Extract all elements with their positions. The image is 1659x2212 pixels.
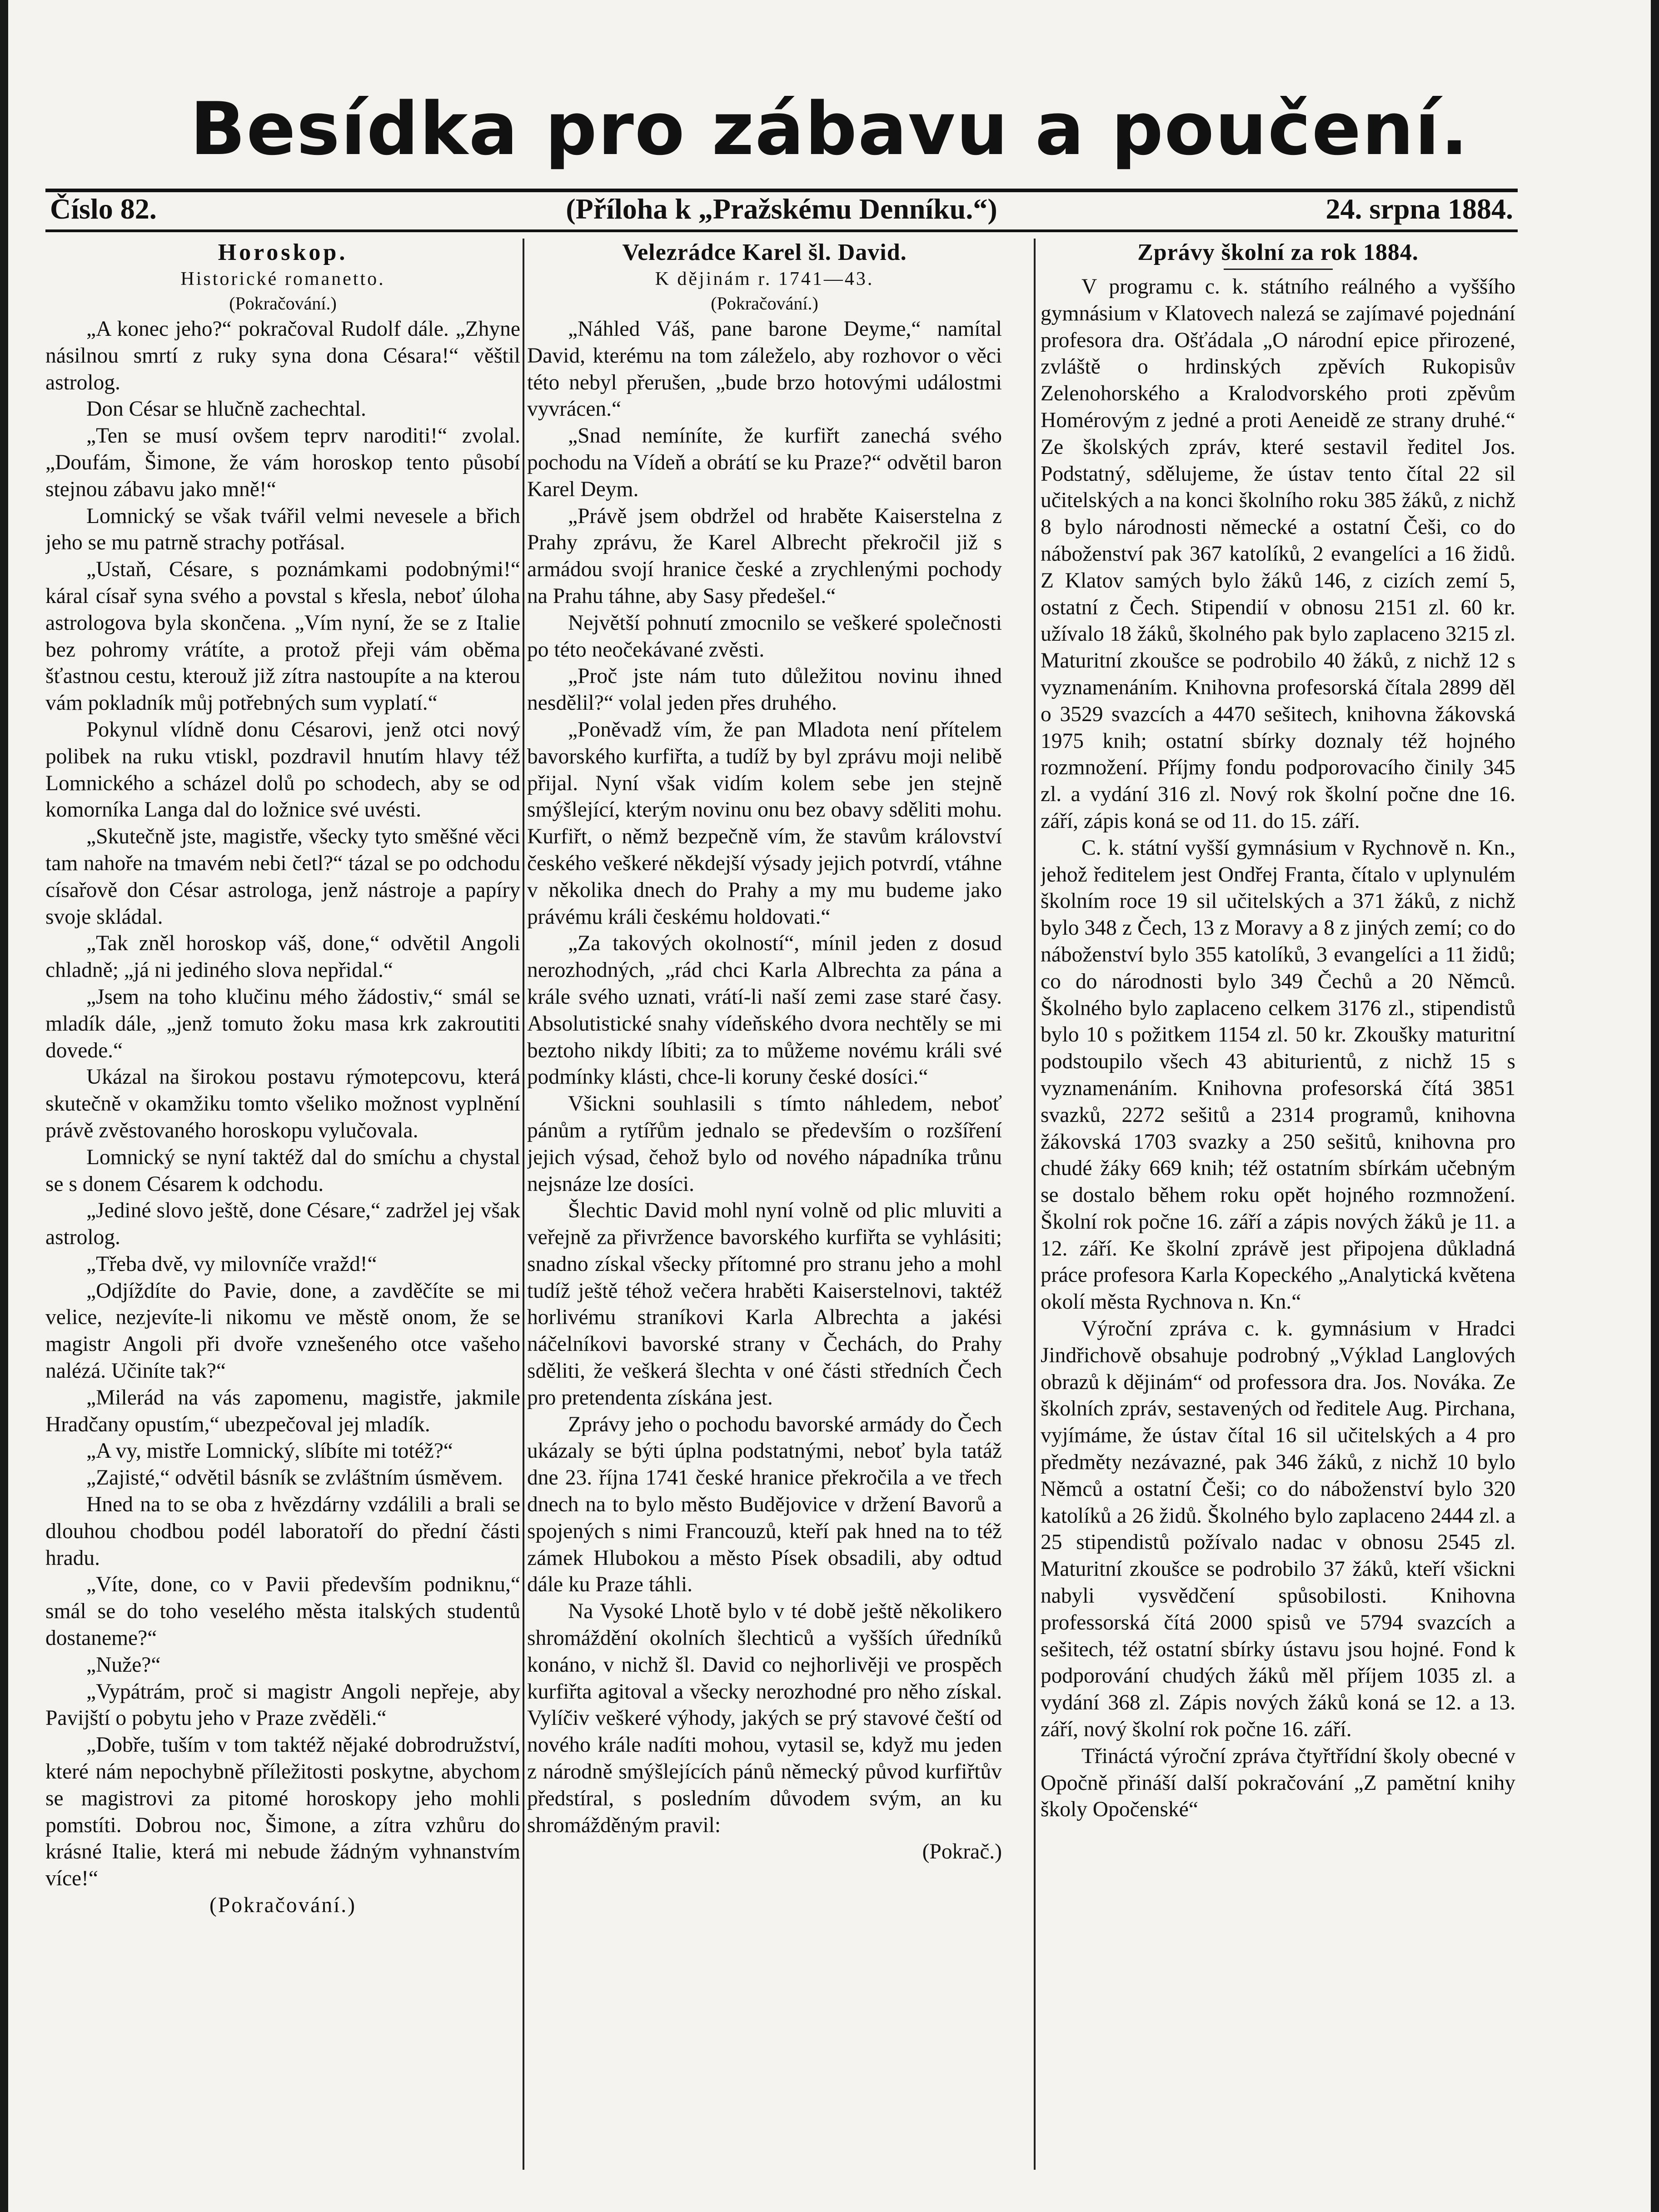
header-rule-bottom [45,229,1518,232]
continued-label: (Pokračování.) [711,293,818,314]
paragraph: „Právě jsem obdržel od hraběte Kaiserstelna z Prahy zprávu, že Karel Albrecht překročil již s armádou svojí hranice české a zrychlenými pochody na Prahu táhne, aby Sasy předešel.“ [527,504,1002,608]
paragraph: „Víte, done, co v Pavii především podniknu,“ smál se do toho veselého města italských studentů dostaneme?“ [45,1573,520,1650]
paragraph: Šlechtic David mohl nyní volně od plic mluviti a veřejně za přivržence bavorského kurfiřta se vyhlásiti; snadno získal všecky přítomné pro stranu jeho a mohl tudíž ještě téhož večera hraběti Kaiserstelnovi, taktéž horlivému straníkovi Karla Albrechta a jakési náčelníkovi bavorské strany v Čechách, do Prahy sděliti, že veškerá šlechta v oné části středních Čech pro pretendenta získána jest. [527,1199,1002,1410]
paragraph: „Ten se musí ovšem teprv naroditi!“ zvolal. „Doufám, Šimone, že vám horoskop tento působí stejnou zábavu jako mně!“ [45,424,520,501]
continued-label: (Pokračování.) [229,293,337,314]
paragraph: „Za takových okolností“, mínil jeden z dosud nerozhodných, „rád chci Karla Albrechta za pána a krále svého uznati, vrátí-li naší zemi zase staré časy. Absolutistické snahy vídeňského dvora nechtěly se mi beztoho nikdy líbiti; za to můžeme novému králi své podmínky klásti, chce-li koruny české dosíci.“ [527,932,1002,1089]
column-velezradce [527,239,1002,2170]
article-subtitle: K dějinám r. 1741—43. [655,269,874,289]
paragraph: Ukázal na širokou postavu rýmotepcovu, která skutečně v okamžiku tomto všeliko možnost vyplnění právě zvěstovaného horoskopu vylučovala. [45,1065,520,1142]
paragraph: Výroční zpráva c. k. gymnásium v Hradci Jindřichově obsahuje podrobný „Výklad Langlových obrazů k dějinám“ od professora dra. Jos. Nováka. Ze školních zpráv, sestavených od ředitele Aug. Pirchana, vyjímáme, že ústav čítal 16 sil učitelských a 4 pro předměty nezávazné, pak 346 žáků, z nichž 10 bylo Němců a ostatní Češi; co do náboženství bylo 320 katolíků a 26 židů. Školného bylo zaplaceno 2444 zl. a 25 stipendistů požívalo nadac v obnosu 2545 zl. Maturitní zkoušce se podrobilo 37 žáků, kteří všickni nabyli vysvědčení spůsobilosti. Knihovna professorská čítá 2000 spisů ve 5794 svazcích a sešitech, též ostatní sbírky ústavu jsou hojné. Fond k podporování chudých žáků měl příjem 1035 zl. a vydání 368 zl. Zápis nových žáků koná se 12. a 13. září, nový školní rok počne 16. září. [1041,1317,1515,1742]
paragraph: „Skutečně jste, magistře, všecky tyto směšné věci tam nahoře na tmavém nebi četl?“ tázal se po odchodu císařově don César astrologa, jenž nástroje a papíry svoje skládal. [45,825,520,929]
paragraph: „A vy, mistře Lomnický, slíbíte mi totéž?“ [86,1439,453,1463]
paragraph: Lomnický se však tvářil velmi nevesele a břich jeho se mu patrně strachy potřásal. [45,504,520,555]
title-underline [1224,269,1333,270]
article-title: Horoskop. [218,239,348,265]
paragraph: „A konec jeho?“ pokračoval Rudolf dále. „Zhyne násilnou smrtí z ruky syna dona Césara!“ věštil astrolog. [45,317,520,394]
paragraph: „Vypátrám, proč si magistr Angoli nepřeje, aby Pavijští o pobytu jeho v Praze zvěděli.“ [45,1679,520,1730]
scan-edge-right [1651,0,1659,2212]
paragraph: „Náhled Váš, pane barone Deyme,“ namítal David, kterému na tom záleželo, aby rozhovor o věci této nebyl přerušen, „bude brzo hotovými událostmi vyvrácen.“ [527,317,1002,421]
to-be-continued: (Pokračování.) [209,1893,356,1918]
scan-edge-left [0,0,8,2212]
column-divider [1034,239,1036,2170]
paragraph: „Odjíždíte do Pavie, done, a zavděčíte se mi velice, nezjevíte-li nikomu ve městě onom, že se magistr Angoli při dvoře vznešeného otce vašeho nalézá. Učiníte tak?“ [45,1279,520,1383]
issue-line [45,189,1518,229]
paragraph: „Milerád na vás zapomenu, magistře, jakmile Hradčany opustím,“ ubezpečoval jej mladík. [45,1385,520,1436]
column-zpravy-skolni [1041,239,1515,2170]
paragraph: „Proč jste nám tuto důležitou novinu ihned nesdělil?“ volal jeden přes druhého. [527,664,1002,715]
article-title: Velezrádce Karel šl. David. [622,239,907,265]
paragraph: Největší pohnutí zmocnilo se veškeré společnosti po této neočekávané zvěsti. [527,611,1002,662]
paragraph: „Třeba dvě, vy milovníče vražd!“ [86,1252,377,1276]
issue-number: Číslo 82. [50,193,157,225]
paragraph: „Poněvadž vím, že pan Mladota není přítelem bavorského kurfiřta, a tudíž by byl zprávu moji nelibě přijal. Nyní však vidím kolem sebe jen stejně smýšlející, kterým novinu onu bez obavy sděliti mohu. Kurfiřt, o němž bezpečně vím, že stavům království českého veškeré někdejší výsady jejich potvrdí, vtáhne v několika dnech do Prahy a my mu budeme jako právému králi českému holdovati.“ [527,717,1002,929]
article-subtitle: Historické romanetto. [180,269,385,289]
paragraph: Don César se hlučně zachechtal. [86,397,366,421]
paragraph: „Tak zněl horoskop váš, done,“ odvětil Angoli chladně; „já ni jediného slova nepřidal.“ [45,932,520,982]
paragraph: Lomnický se nyní taktéž dal do smíchu a chystal se s donem Césarem k odchodu. [45,1145,520,1196]
to-be-continued: (Pokrač.) [922,1840,1002,1864]
paragraph: „Dobře, tuším v tom taktéž nějaké dobrodružství, které nám nepochybně příležitosti poskytne, abychom se magistrovi za pitomé horoskopy jeho mohli pomstíti. Dobrou noc, Šimone, a zítra vzhůru do krásné Italie, která mi nebude žádným vyhnanstvím více!“ [45,1733,520,1891]
paragraph: „Zajisté,“ odvětil básník se zvláštním úsměvem. [86,1466,503,1490]
issue-supplement: (Příloha k „Pražskému Denníku.“) [566,193,997,225]
paragraph: „Jsem na toho klučinu mého žádostiv,“ smál se mladík dále, „jenž tomuto žoku masa krk zakroutiti dovede.“ [45,985,520,1062]
paragraph: Všickni souhlasili s tímto náhledem, neboť pánům a rytířům jednalo se především o rozšíření jejich výsad, čehož bylo od nového nápadníka trůnu nejsnáze lze dosíci. [527,1092,1002,1196]
paragraph: Pokynul vlídně donu Césarovi, jenž otci nový polibek na ruku vtiskl, pozdravil hnutím hlavy též Lomnického a scházel dolů po schodech, aby se od komorníka Langa dal do ložnice své uvésti. [45,717,520,822]
paragraph: Hned na to se oba z hvězdárny vzdálili a brali se dlouhou chodbou podél laboratoří do přední části hradu. [45,1493,520,1570]
column-horoskop [45,239,520,2170]
paragraph: Zprávy jeho o pochodu bavorské armády do Čech ukázaly se býti úplna podstatnými, neboť byla tatáž dne 23. října 1741 české hranice překročila a ve třech dnech na to bylo město Budějovice v držení Bavorů a spojených s nimi Francouzů, kteří pak hned na to též zámek Hlubokou a město Písek obsadili, aby odtud dále ku Praze táhli. [527,1412,1002,1597]
paragraph: „Nuže?“ [86,1653,161,1677]
masthead-title: Besídka pro zábavu a poučení. [190,86,1469,171]
paragraph: Na Vysoké Lhotě bylo v té době ještě několikero shromáždění okolních šlechticů a vyšších úředníků konáno, v nichž šl. David co nejhorlivěji ve prospěch kurfiřta agitoval a všecky nerozhodné pro něho získal. Vylíčiv veškeré výhody, jakých se prý stavové čeští od nového krále nadíti mohou, vytasil se, když mu jeden z národně smýšlejících pánů německý původ kurfiřtův předstíral, s posledním důvodem svým, an ku shromážděným pravil: [527,1599,1002,1837]
paragraph: V programu c. k. státního reálného a vyššího gymnásium v Klatovech nalezá se zajímavé pojednání profesora dra. Ošťádala „O národní epice přirozené, zvláště o hrdinských zpěvích Rukopisův Zelenohorského a Kralodvorského proti zpěvům Homérovým z jedné a proti Aeneidě ze strany druhé.“ Ze školských zpráv, které sestavil ředitel Jos. Podstatný, sdělujeme, že ústav tento čítal 22 sil učitelských a na konci školního roku 385 žáků, z nichž 8 bylo národnosti německé a ostatní Češi, co do náboženství pak 367 katolíků, 2 evangelíci a 16 židů. Z Klatov samých bylo žáků 146, z cizích zemí 5, ostatní z Čech. Stipendií v obnosu 2151 zl. 60 kr. užívalo 18 žáků, školného pak bylo zaplaceno 3215 zl. Maturitní zkoušce se podrobilo 40 žáků, z nichž 12 s vyznamenáním. Knihovna profesorská čítala 2899 děl o 3529 svazcích a 4470 sešitech, knihovna žákovská 1975 knih; ostatní sbírky doznaly též hojného rozmnožení. Příjmy fondu podporovacího činily 345 zl. a vydání 316 zl. Nový rok školní počne dne 16. září, zápis koná se od 11. do 15. září. [1041,275,1515,833]
column-divider [523,239,524,2170]
issue-date: 24. srpna 1884. [1325,193,1513,225]
paragraph: Třináctá výroční zpráva čtyřtřídní školy obecné v Opočně přináší další pokračování „Z pamětní knihy školy Opočenské“ [1041,1744,1515,1822]
paragraph: C. k. státní vyšší gymnásium v Rychnově n. Kn., jehož ředitelem jest Ondřej Franta, čítalo v uplynulém školním roce 19 sil učitelských a 371 žáků, z nichž bylo 348 z Čech, 13 z Moravy a 8 z jiných zemí; co do náboženství bylo 355 katolíků, 3 evangelíci a 11 židů; co do národnosti bylo 349 Čechů a 20 Němců. Školného bylo zaplaceno celkem 3176 zl., stipendistů bylo 10 s požitkem 1154 zl. 50 kr. Zkoušky maturitní podstoupilo všech 43 abiturientů, z nichž 15 s vyznamenáním. Knihovna profesorská čítá 3851 svazků, 2272 sešitů a 2314 programů, knihovna žákovská 1703 svazky a 250 sešitů, knihovna pro chudé žáky 669 knih; též ostatním sbírkám učebným se dostalo během roku opět hojného rozmnožení. Školní rok počne 16. září a zápis nových žáků je 11. a 12. září. Ke školní zprávě jest připojena důkladná práce profesora Karla Kopeckého „Analytická květena okolí města Rychnova n. Kn.“ [1041,836,1515,1314]
article-title: Zprávy školní za rok 1884. [1137,239,1419,265]
paragraph: „Snad nemíníte, že kurfiřt zanechá svého pochodu na Vídeň a obrátí se ku Praze?“ odvětil baron Karel Deym. [527,424,1002,501]
paragraph: „Ustaň, Césare, s poznámkami podobnými!“ káral císař syna svého a povstal s křesla, neboť úloha astrologova byla skončena. „Vím nyní, že se z Italie bez pohromy vrátíte, a protož přeji vám oběma šťastnou cestu, kterouž již zítra nastoupíte a na kterou vám pokladník můj potřebných sum vyplatí.“ [45,558,520,715]
paragraph: „Jediné slovo ještě, done Césare,“ zadržel jej však astrolog. [45,1199,520,1250]
